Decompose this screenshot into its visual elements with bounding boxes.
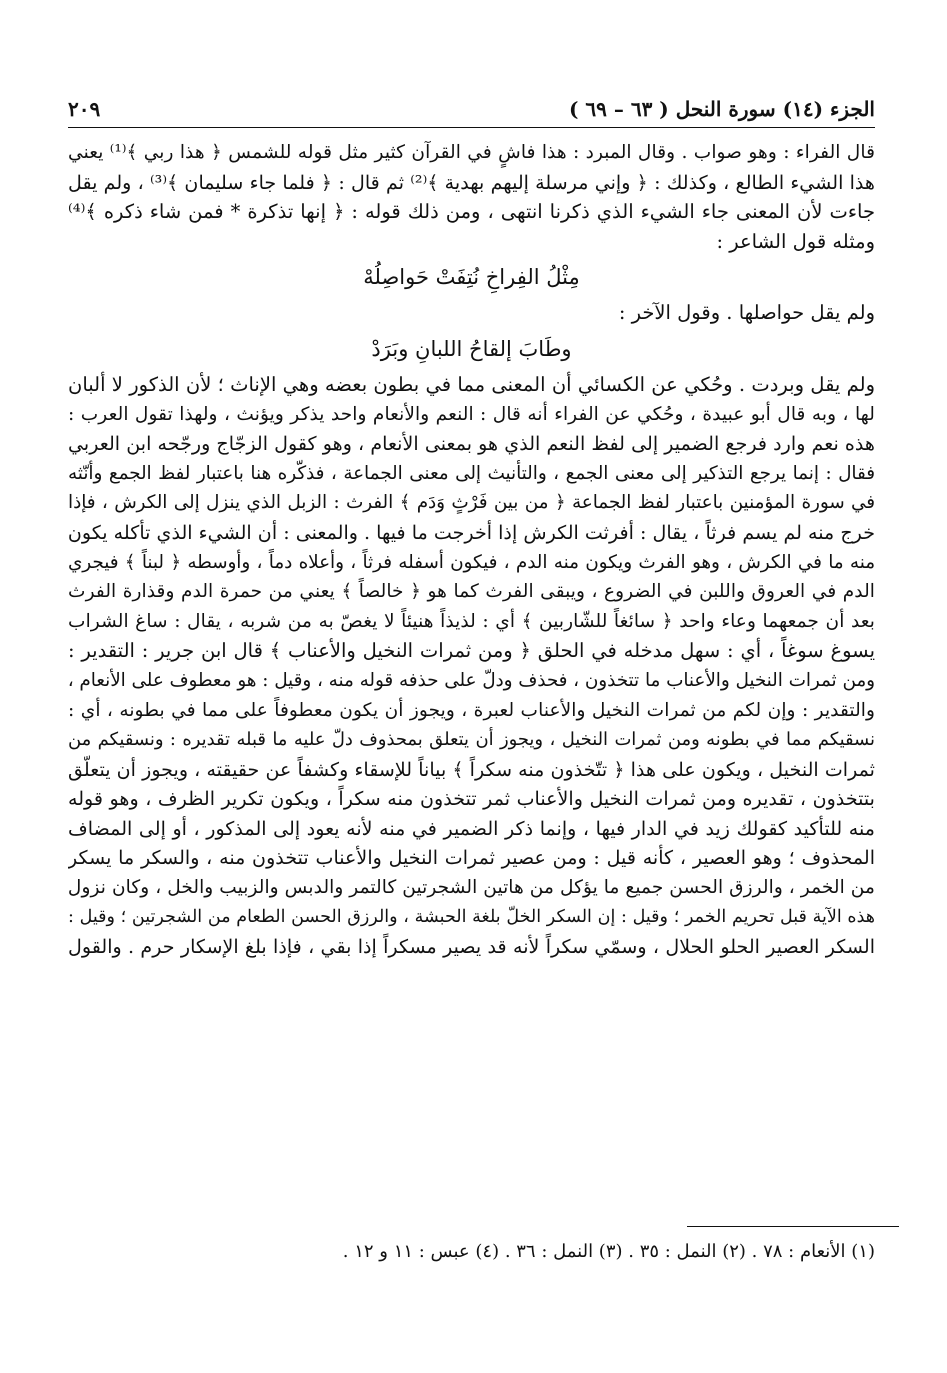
text-line: جاءت لأن المعنى جاء الشيء الذي ذكرنا انتهى ، ومن ذلك قوله : ﴿ إنها تذكرة * فمن شاء ذكره ﴾⁽⁴⁾ [68, 200, 875, 224]
text-line: من الخمر ، والرزق الحسن جميع ما يؤكل من هاتين الشجرتين كالتمر والدبس والزبيب والخل ، وكان نزول [68, 877, 875, 899]
page-header [68, 93, 875, 128]
text-line: في سورة المؤمنين باعتبار لفظ الجماعة ﴿ من بين فَرْثٍ وَدَم ﴾ الفرث : الزبل الذي ينزل إلى الكرش ، فإذا [68, 492, 875, 514]
text-line: قال الفراء : وهو صواب . وقال المبرد : هذا فاشٍ في القرآن كثير مثل قوله للشمس ﴿ هذا ربي ﴾⁽¹⁾ يعني [68, 142, 875, 163]
text-line: ولم يقل وبردت . وحُكي عن الكسائي أن المعنى مما في بطون بعضه وهي الإناث ؛ لأن الذكور لا ألبان [68, 372, 875, 396]
page-number: ٢٠٩ [68, 97, 101, 121]
text-line: بعد أن جمعهما وعاء واحد ﴿ سائغاً للشّاربين ﴾ أي : لذيذاً هنيئاً لا يغصّ به من شربه ، يقال : ساغ الشراب [68, 610, 875, 632]
text-line: فقال : إنما يرجع التذكير إلى معنى الجمع ، والتأنيث إلى معنى الجماعة ، فذكّره هنا باعتبار لفظ الجمع وأنّثه [68, 462, 875, 484]
text-line: لها ، وبه قال أبو عبيدة ، وحُكي عن الفراء أنه قال : النعم والأنعام واحد يذكر ويؤنث ، ولهذا تقول العرب : [68, 403, 875, 425]
text-line: منه ما في الكرش ، وهو الفرث ويكون منه الدم ، فيكون أسفله فرثاً ، وأعلاه دماً ، وأوسطه ﴿ لبناً ﴾ فيجري [68, 551, 875, 573]
poetry-verse: وطَابَ إلقاحُ اللبانِ وبَرَدْ [371, 336, 572, 361]
text-line: منه للتأكيد كقولك زيد في الدار فيها ، وإنما ذكر الضمير في منه لأنه يعود إلى المذكور ، أو إلى المضاف [68, 816, 875, 840]
text-line: السكر العصير الحلو الحلال ، وسمّي سكراً لأنه قد يصير مسكراً إذا بقي ، فإذا بلغ الإسكار حرم . والقول [68, 935, 875, 959]
text-line: هذه الآية قبل تحريم الخمر ؛ وقيل : إن السكر الخلّ بلغة الحبشة ، والرزق الحسن الطعام من الشجرتين ؛ وقيل : [68, 906, 875, 927]
text-line: خرج منه لم يسم فرثاً ، يقال : أفرثت الكرش إذا أخرجت ما فيها . والمعنى : أن الشيء الذي تأكله يكون [68, 520, 875, 544]
text-line: ومثله قول الشاعر : [716, 229, 875, 253]
text-line: هذه نعم وارد فرجع الضمير إلى لفظ النعم الذي هو بمعنى الأنعام ، وهو كقول الزجّاج ورجّحه ابن العربي [68, 432, 875, 456]
footnotes: (١) الأنعام : ٧٨ . (٢) النمل : ٣٥ . (٣) النمل : ٣٦ . (٤) عبس : ١١ و ١٢ . [342, 1241, 875, 1262]
text-line: نسقيكم مما في بطونه ومن ثمرات النخيل ، ويجوز أن يتعلق بمحذوف دلّ عليه ما قبله تقديره : ونسقيكم من [68, 729, 875, 751]
main-text [68, 138, 875, 962]
text-line: بتتخذون ، تقديره ومن ثمرات النخيل والأعناب ثمر تتخذون منه سكراً ، ويكون تكرير الظرف ، وهو قوله [68, 787, 875, 811]
text-line: ثمرات النخيل ، ويكون على هذا ﴿ تتّخذون منه سكراً ﴾ بياناً للإسقاء وكشفاً عن حقيقته ، ويجوز أن يتعلّق [68, 757, 875, 781]
text-line: الدم في العروق واللبن في الضروع ، ويبقى الفرث كما هو ﴿ خالصاً ﴾ يعني من حمرة الدم وقذارة الفرث [68, 581, 875, 603]
text-line: ولم يقل حواصلها . وقول الآخر : [618, 301, 875, 325]
text-line: ومن ثمرات النخيل والأعناب ما تتخذون ، فحذف ودلّ على حذفه قوله منه ، وقيل : هو معطوف على الأنعام ، [68, 669, 875, 691]
text-line: هذا الشيء الطالع ، وكذلك : ﴿ وإني مرسلة إليهم بهدية ﴾⁽²⁾ ثم قال : ﴿ فلما جاء سليمان ﴾⁽³⁾ ، ولم يقل [68, 170, 875, 194]
poetry-verse: مِثْلُ الفِراخِ نُتِفَتْ حَواصِلُهْ [363, 265, 580, 290]
text-line: المحذوف ؛ وهو العصير ، كأنه قيل : ومن عصير ثمرات النخيل والأعناب تتخذون منه ، والسكر ما يسكر [68, 846, 875, 870]
running-title: الجزء (١٤) سورة النحل ( ٦٣ – ٦٩ ) [568, 97, 875, 121]
footnote-divider [687, 1226, 899, 1227]
text-line: يسوغ سوغاً ، أي : سهل مدخله في الحلق ﴿ ومن ثمرات النخيل والأعناب ﴾ قال ابن جرير : التقدير : [68, 639, 875, 663]
text-line: والتقدير : وإن لكم من ثمرات النخيل والأعناب لعبرة ، ويجوز أن يكون معطوفاً على مما في بطونه ، أي : [68, 699, 875, 721]
